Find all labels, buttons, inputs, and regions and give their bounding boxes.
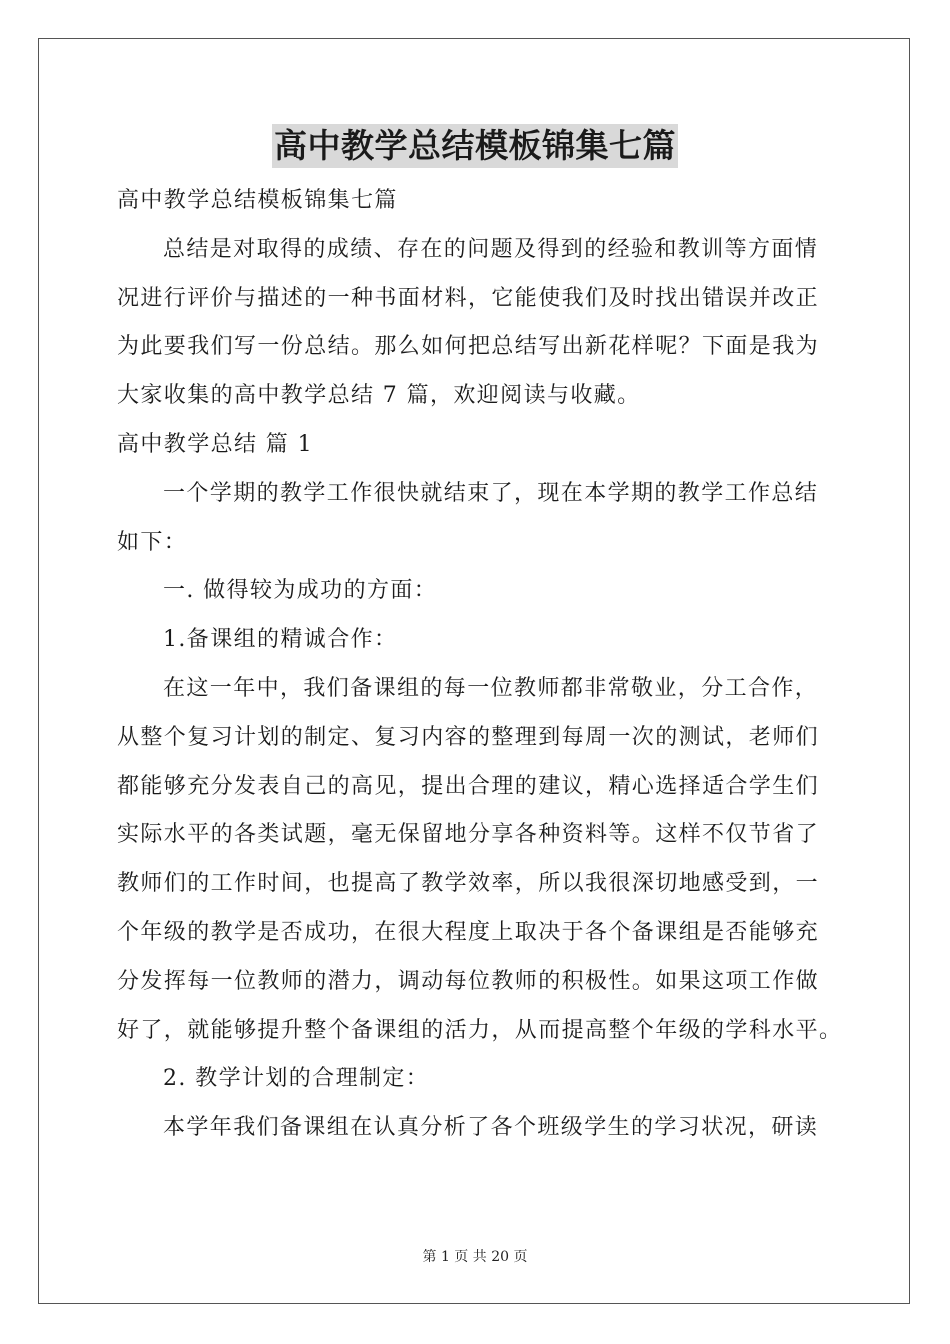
text-line: 个年级的教学是否成功，在很大程度上取决于各个备课组是否能够充 <box>117 919 820 945</box>
document-title: 高中教学总结模板锦集七篇 <box>272 124 678 168</box>
text-line: 1.备课组的精诚合作： <box>163 627 398 653</box>
text-line: 一个学期的教学工作很快就结束了，现在本学期的教学工作总结 <box>163 480 819 506</box>
text-line: 一. 做得较为成功的方面： <box>163 578 438 604</box>
text-line: 在这一年中，我们备课组的每一位教师都非常敬业，分工合作， <box>163 675 819 701</box>
title-container <box>0 124 950 168</box>
text-line: 从整个复习计划的制定、复习内容的整理到每周一次的测试，老师们 <box>117 724 820 750</box>
text-line: 高中教学总结模板锦集七篇 <box>117 188 398 213</box>
page-number: 第 1 页 共 20 页 <box>422 1249 528 1265</box>
text-line: 好了，就能够提升整个备课组的活力，从而提高整个年级的学科水平。 <box>117 1017 843 1043</box>
document-body <box>117 177 843 1153</box>
text-line: 为此要我们写一份总结。那么如何把总结写出新花样呢？下面是我为 <box>117 334 820 360</box>
text-line: 都能够充分发表自己的高见，提出合理的建议，精心选择适合学生们 <box>117 773 820 799</box>
text-line: 大家收集的高中教学总结 7 篇，欢迎阅读与收藏。 <box>117 383 641 409</box>
text-line: 况进行评价与描述的一种书面材料，它能使我们及时找出错误并改正 <box>117 285 820 311</box>
text-line: 高中教学总结 篇 1 <box>117 431 313 457</box>
text-line: 实际水平的各类试题，毫无保留地分享各种资料等。这样不仅节省了 <box>117 822 820 848</box>
text-line: 如下： <box>117 529 188 555</box>
text-line: 分发挥每一位教师的潜力，调动每位教师的积极性。如果这项工作做 <box>117 968 820 994</box>
text-line: 教师们的工作时间，也提高了教学效率，所以我很深切地感受到，一 <box>117 871 820 897</box>
page-footer <box>0 1247 950 1267</box>
text-line: 2. 教学计划的合理制定： <box>163 1066 430 1092</box>
text-line: 总结是对取得的成绩、存在的问题及得到的经验和教训等方面情 <box>163 236 819 262</box>
text-line: 本学年我们备课组在认真分析了各个班级学生的学习状况，研读 <box>163 1115 819 1141</box>
